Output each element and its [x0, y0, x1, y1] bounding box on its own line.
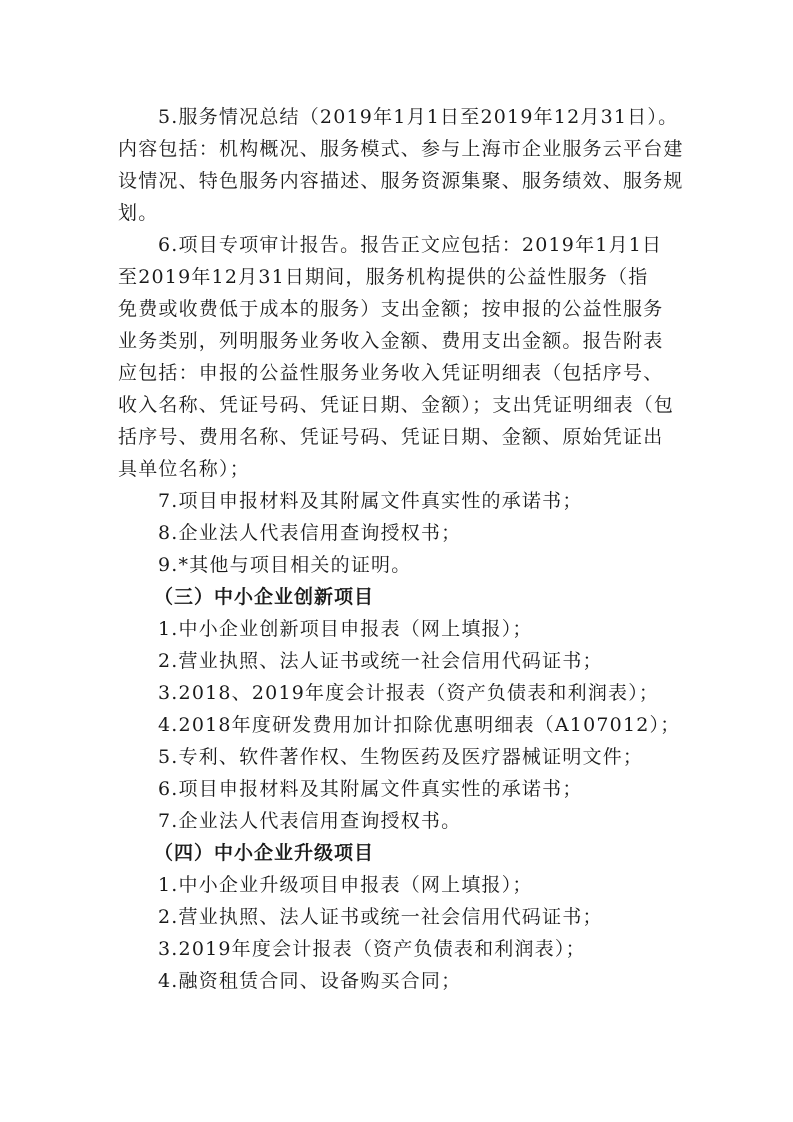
- text-line: 具单位名称）；: [118, 458, 250, 480]
- list-item: 7.企业法人代表信用查询授权书。: [158, 810, 462, 832]
- list-item: 3.2019年度会计报表（资产负债表和利润表）；: [158, 938, 586, 960]
- paragraph-item-6: [118, 229, 686, 485]
- list-item: 2.营业执照、法人证书或统一社会信用代码证书；: [158, 906, 603, 928]
- text-line: 应包括：申报的公益性服务业务收入凭证明细表（包括序号、: [118, 362, 664, 384]
- document-body: [118, 101, 686, 997]
- list-item-7: 7.项目申报材料及其附属文件真实性的承诺书；: [158, 490, 583, 512]
- text-line: 6.项目专项审计报告。报告正文应包括：2019年1月1日: [158, 234, 663, 256]
- list-item: 5.专利、软件著作权、生物医药及医疗器械证明文件；: [158, 746, 644, 768]
- section-heading-upgrade: （四）中小企业升级项目: [154, 842, 375, 864]
- text-line: 免费或收费低于成本的服务）支出金额；按申报的公益性服务: [118, 298, 664, 320]
- list-item: 3.2018、2019年度会计报表（资产负债表和利润表）；: [158, 682, 660, 704]
- text-line: 设情况、特色服务内容描述、服务资源集聚、服务绩效、服务规: [118, 170, 684, 192]
- text-line: 5.服务情况总结（2019年1月1日至2019年12月31日）。: [158, 106, 679, 128]
- list-item: 6.项目申报材料及其附属文件真实性的承诺书；: [158, 778, 583, 800]
- text-line: 业务类别，列明服务业务收入金额、费用支出金额。报告附表: [118, 330, 664, 352]
- list-item: 1.中小企业创新项目申报表（网上填报）；: [158, 618, 533, 640]
- list-item: 1.中小企业升级项目申报表（网上填报）；: [158, 874, 533, 896]
- text-line: 内容包括：机构概况、服务模式、参与上海市企业服务云平台建: [118, 138, 684, 160]
- text-line: 划。: [118, 202, 159, 224]
- text-line: 至2019年12月31日期间，服务机构提供的公益性服务（指: [118, 266, 649, 288]
- text-line: 括序号、费用名称、凭证号码、凭证日期、金额、原始凭证出: [118, 426, 664, 448]
- list-item-9: 9.*其他与项目相关的证明。: [158, 554, 412, 576]
- list-item: 4.融资租赁合同、设备购买合同；: [158, 970, 462, 992]
- section-heading-innovation: （三）中小企业创新项目: [154, 586, 375, 608]
- text-line: 收入名称、凭证号码、凭证日期、金额）；支出凭证明细表（包: [118, 394, 675, 416]
- paragraph-item-5: [118, 101, 686, 229]
- list-item-8: 8.企业法人代表信用查询授权书；: [158, 522, 462, 544]
- list-item: 4.2018年度研发费用加计扣除优惠明细表（A107012）；: [158, 714, 681, 736]
- list-item: 2.营业执照、法人证书或统一社会信用代码证书；: [158, 650, 603, 672]
